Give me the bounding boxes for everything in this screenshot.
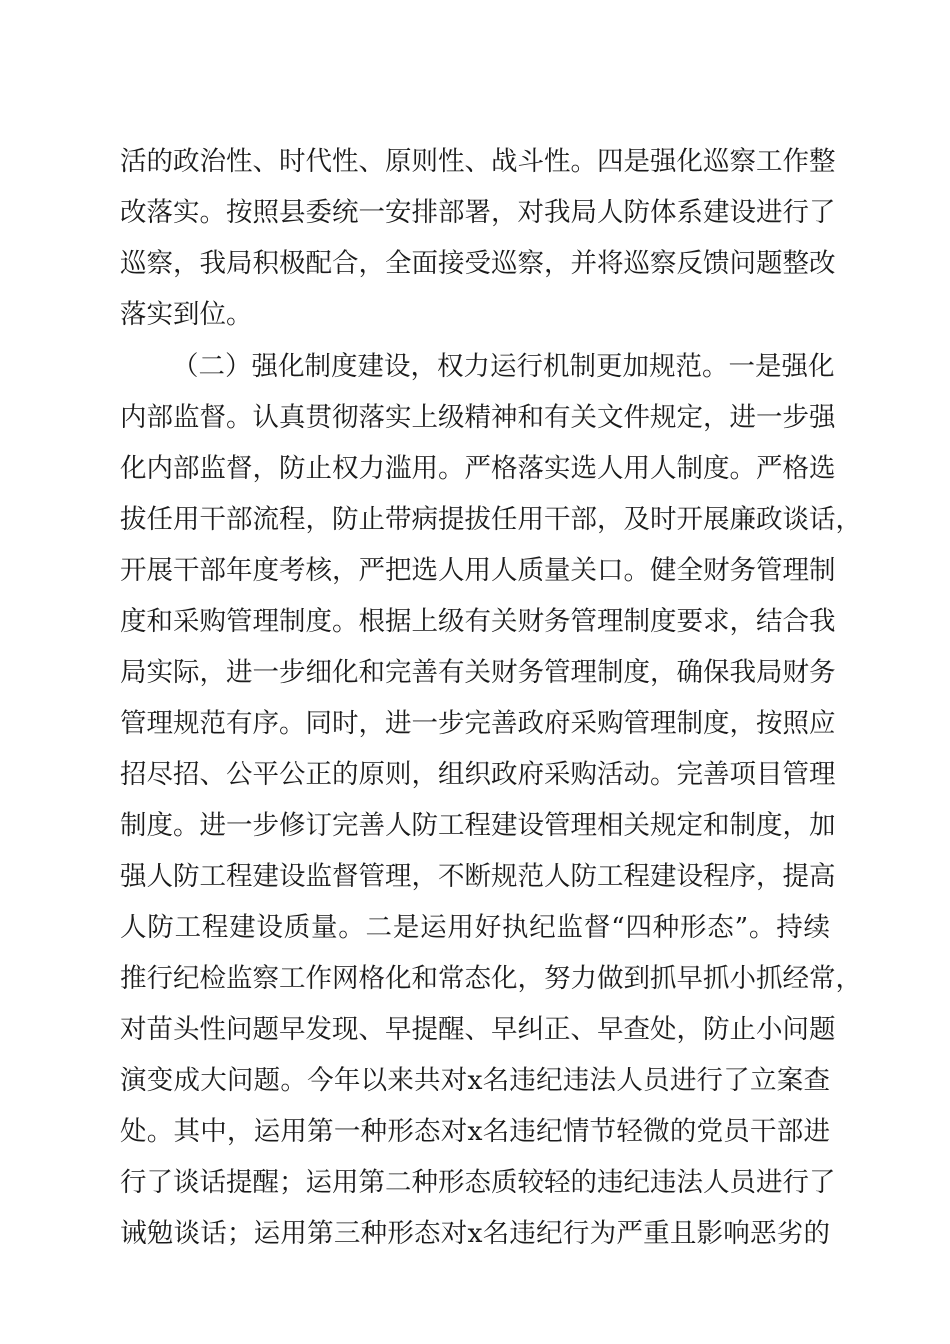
text-line: 行了谈话提醒；运用第二种形态质较轻的违纪违法人员进行了	[120, 1167, 836, 1198]
text-line: 开展干部年度考核，严把选人用人质量关口。健全财务管理制	[120, 555, 836, 586]
text-line: 推行纪检监察工作网格化和常态化，努力做到抓早抓小抓经常，	[120, 963, 862, 994]
text-line: 巡察，我局积极配合，全面接受巡察，并将巡察反馈问题整改	[120, 248, 836, 279]
text-line: 制度。进一步修订完善人防工程建设管理相关规定和制度，加	[120, 810, 836, 841]
text-line: 对苗头性问题早发现、早提醒、早纠正、早查处，防止小问题	[120, 1014, 836, 1045]
text-line: 诫勉谈话；运用第三种形态对x名违纪行为严重且影响恶劣的	[120, 1218, 830, 1249]
text-line: 演变成大问题。今年以来共对x名违纪违法人员进行了立案查	[120, 1065, 830, 1096]
text-line: 招尽招、公平公正的原则，组织政府采购活动。完善项目管理	[120, 759, 836, 790]
text-line: 活的政治性、时代性、原则性、战斗性。四是强化巡察工作整	[120, 146, 836, 177]
text-line: 化内部监督，防止权力滥用。严格落实选人用人制度。严格选	[120, 453, 836, 484]
text-line: 强人防工程建设监督管理，不断规范人防工程建设程序，提高	[120, 861, 836, 892]
text-line: 落实到位。	[120, 299, 253, 330]
text-line: 内部监督。认真贯彻落实上级精神和有关文件规定，进一步强	[120, 402, 836, 433]
section-heading-line: （二）强化制度建设，权力运行机制更加规范。一是强化	[172, 351, 835, 382]
text-line: 拔任用干部流程，防止带病提拔任用干部，及时开展廉政谈话，	[120, 504, 862, 535]
text-line: 人防工程建设质量。二是运用好执纪监督“四种形态”。持续	[120, 912, 830, 943]
text-line: 度和采购管理制度。根据上级有关财务管理制度要求，结合我	[120, 606, 836, 637]
text-line: 局实际，进一步细化和完善有关财务管理制度，确保我局财务	[120, 657, 836, 688]
text-line: 管理规范有序。同时，进一步完善政府采购管理制度，按照应	[120, 708, 836, 739]
text-line: 改落实。按照县委统一安排部署，对我局人防体系建设进行了	[120, 197, 836, 228]
text-line: 处。其中，运用第一种形态对x名违纪情节轻微的党员干部进	[120, 1116, 830, 1147]
